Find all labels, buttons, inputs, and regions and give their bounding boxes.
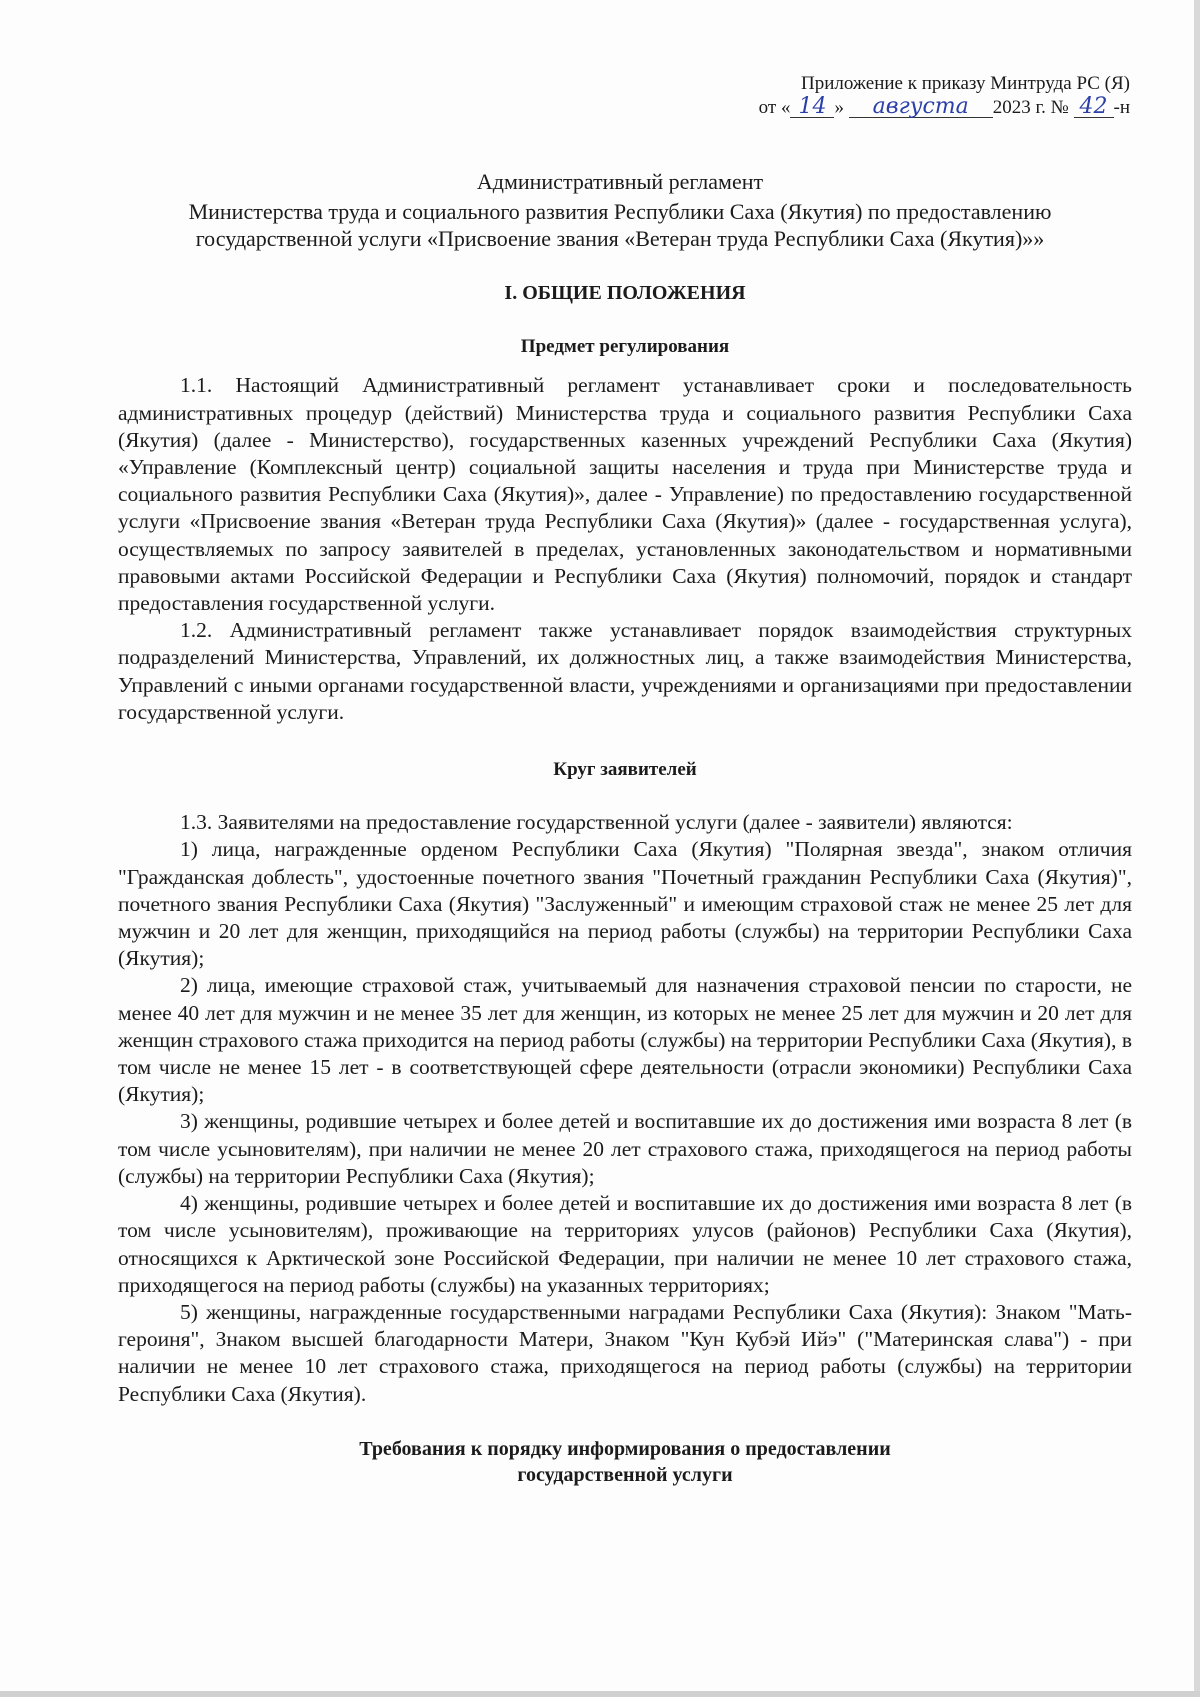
list-item: 2) лица, имеющие страховой стаж, учитываемый для назначения страховой пенсии по старости, не менее 40 лет для мужчин и не менее 35 лет для женщин, из которых не менее 25 лет для мужчин и 20 лет для женщин страхового стажа приходится на период работы (службы) на территории Республики Саха (Якутия), в том числе не менее 15 лет - в соответствующей сфере деятельности (отрасли экономики) Республики Саха (Якутия); bbox=[118, 973, 1132, 1107]
subsection-heading-subject: Предмет регулирования bbox=[520, 336, 730, 358]
attachment-stamp bbox=[759, 72, 1130, 120]
list-item: 4) женщины, родившие четырех и более детей и воспитавшие их до достижения ими возраста 8 лет (в том числе усыновителям), проживающие на территориях улусов (районов) Республики Саха (Якутия), относящихся к Арктической зоне Российской Федерации, при наличии не менее 10 лет страхового стажа, приходящегося на период работы (службы) на указанных территориях; bbox=[118, 1191, 1132, 1297]
scan-edge-right bbox=[1194, 0, 1200, 1697]
subsection-heading-requirements bbox=[118, 1436, 1132, 1488]
requirements-heading-line2: государственной услуги bbox=[517, 1463, 733, 1486]
handwritten-day: 14 bbox=[790, 97, 834, 118]
attachment-line1: Приложение к приказу Минтруда РС (Я) bbox=[801, 73, 1130, 94]
subsection-heading-applicants: Круг заявителей bbox=[553, 759, 697, 781]
number-suffix: -н bbox=[1113, 97, 1130, 118]
section-heading: I. ОБЩИЕ ПОЛОЖЕНИЯ bbox=[504, 282, 746, 304]
document-title bbox=[110, 168, 1130, 252]
title-line2: Министерства труда и социального развития Республики Саха (Якутия) по предоставлению bbox=[188, 199, 1052, 224]
list-item: 3) женщины, родившие четырех и более детей и воспитавшие их до достижения ими возраста 8 лет (в том числе усыновителям), при наличии не менее 20 лет страхового стажа, приходящегося на период работы (службы) на территории Республики Саха (Якутия); bbox=[118, 1109, 1132, 1188]
paragraph-1-3: 1.3. Заявителями на предоставление государственной услуги (далее - заявители) являются: bbox=[180, 810, 1013, 835]
list-item: 1) лица, награжденные орденом Республики Саха (Якутия) "Полярная звезда", знаком отличия "Гражданская доблесть", удостоенные почетного звания "Почетный гражданин Республики Саха (Якутия)", почетного звания Республики Саха (Якутия) "Заслуженный" и имеющим страховой стаж не менее 25 лет для мужчин и 20 лет для женщин, приходящийся на период работы (службы) на территории Республики Саха (Якутия); bbox=[118, 837, 1132, 971]
paragraph-1-2: 1.2. Административный регламент также устанавливает порядок взаимодействия структурных подразделений Министерства, Управлений, их должностных лиц, а также взаимодействия Министерства, Управлений с иными органами государственной власти, учреждениями и организациями при предоставлении государственной услуги. bbox=[118, 618, 1132, 724]
from-prefix: от « bbox=[758, 97, 791, 118]
requirements-heading-line1: Требования к порядку информирования о предоставлении bbox=[359, 1437, 891, 1460]
scan-edge-bottom bbox=[0, 1691, 1200, 1697]
title-line1: Административный регламент bbox=[476, 169, 764, 194]
handwritten-month: августа bbox=[849, 97, 993, 118]
paragraph-1-1: 1.1. Настоящий Административный регламент устанавливает сроки и последовательность административных процедур (действий) Министерства труда и социального развития Республики Саха (Якутия) (далее - Министерство), государственных казенных учреждений Республики Саха (Якутия) «Управление (Комплексный центр) социальной защиты населения и труда при Министерстве труда и социального развития Республики Саха (Якутия)», далее - Управление) по предоставлению государственной услуги «Присвоение звания «Ветеран труда Республики Саха (Якутия)» (далее - государственная услуга), осуществляемых по запросу заявителей в пределах, установленных законодательством и нормативными правовыми актами Российской Федерации и Республики Саха (Якутия) полномочий, порядок и стандарт предоставления государственной услуги. bbox=[118, 373, 1132, 616]
attachment-line2 bbox=[759, 96, 1130, 120]
handwritten-number: 42 bbox=[1074, 97, 1114, 118]
document-body bbox=[118, 280, 1132, 1488]
year-text: 2023 г. № bbox=[992, 97, 1069, 118]
list-item: 5) женщины, награжденные государственными наградами Республики Саха (Якутия): Знаком "Мать-героиня", Знаком высшей благодарности Матери, Знаком "Кун Кубэй Ийэ" ("Материнская слава") - при наличии не менее 10 лет страхового стажа, приходящегося на период работы (службы) на территории Республики Саха (Якутия). bbox=[118, 1299, 1132, 1406]
title-line3: государственной услуги «Присвоение звания «Ветеран труда Республики Саха (Якутия)»» bbox=[195, 226, 1045, 251]
day-suffix: » bbox=[834, 97, 844, 118]
